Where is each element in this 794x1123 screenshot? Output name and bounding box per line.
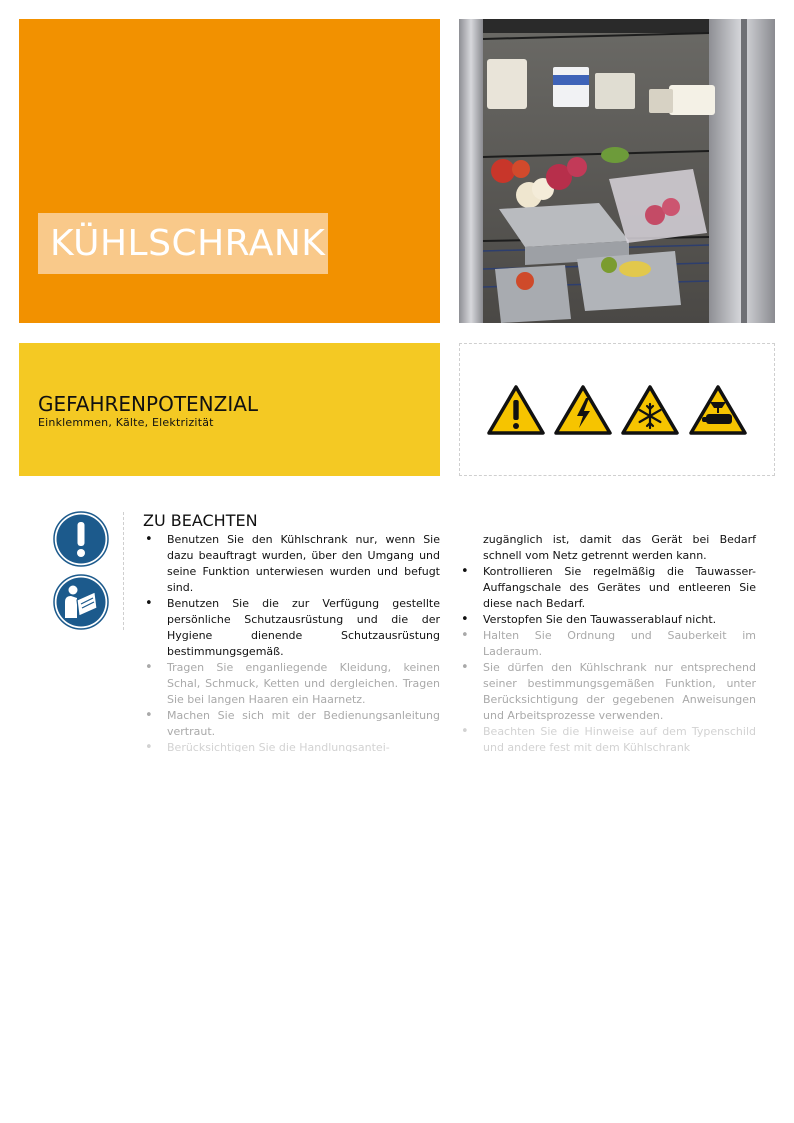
list-item: • Kontrollieren Sie regelmäßig die Tauwasser-Auffangschale des Gerätes und entleeren Sie diese nach Bedarf.: [459, 564, 756, 612]
list-item: • Sie dürfen den Kühlschrank nur entsprechend seiner bestimmungsgemäßen Funktion, unter Berücksichtigung der gegebenen Anweisungen und Arbeitsprozesse verwenden.: [459, 660, 756, 724]
cold-warning-icon: [620, 384, 680, 436]
hand-crush-warning-icon: [688, 384, 748, 436]
fridge-photo: [459, 19, 775, 323]
general-warning-icon: [486, 384, 546, 436]
list-item: • Halten Sie Ordnung und Sauberkeit im Laderaum.: [459, 628, 756, 660]
general-mandatory-icon: [53, 511, 109, 567]
list-item: • Benutzen Sie den Kühlschrank nur, wenn Sie dazu beauftragt wurden, über den Umgang und seine Funktion unterwiesen wurden und befugt sind.: [143, 532, 440, 596]
hazard-panel: [19, 343, 440, 476]
list-item: • Berücksichtigen Sie die Handlungsantei-: [143, 740, 440, 752]
notes-right-list: [459, 564, 756, 752]
notes-title: ZU BEACHTEN: [143, 511, 258, 530]
hazard-subtitle: Einklemmen, Kälte, Elektrizität: [38, 416, 214, 429]
notes-left-column: [143, 532, 440, 752]
list-item: • Beachten Sie die Hinweise auf dem Typenschild und andere fest mit dem Kühlschrank: [459, 724, 756, 752]
page-title: KÜHLSCHRANK: [50, 223, 326, 264]
notes-left-list: [143, 532, 440, 752]
title-panel: [19, 19, 440, 323]
list-item: • Verstopfen Sie den Tauwasserablauf nicht.: [459, 612, 756, 628]
title-box: [38, 213, 328, 274]
section-divider: [123, 512, 124, 630]
hazard-title: GEFAHRENPOTENZIAL: [38, 392, 259, 416]
notes-right-column: [459, 532, 756, 752]
read-manual-icon: [53, 574, 109, 630]
electricity-warning-icon: [553, 384, 613, 436]
fridge-photo-illustration: [459, 19, 775, 323]
list-item: • Benutzen Sie die zur Verfügung gestellte persönliche Schutzausrüstung und die der Hygiene dienende Schutzausrüstung bestimmungsgemäß.: [143, 596, 440, 660]
list-item: • Tragen Sie enganliegende Kleidung, keinen Schal, Schmuck, Ketten und dergleichen. Tragen Sie bei langen Haaren ein Haarnetz.: [143, 660, 440, 708]
list-item: • Machen Sie sich mit der Bedienungsanleitung vertraut.: [143, 708, 440, 740]
list-item-continuation: zugänglich ist, damit das Gerät bei Bedarf schnell vom Netz getrennt werden kann.: [483, 533, 756, 562]
warning-signs-panel: [459, 343, 775, 476]
